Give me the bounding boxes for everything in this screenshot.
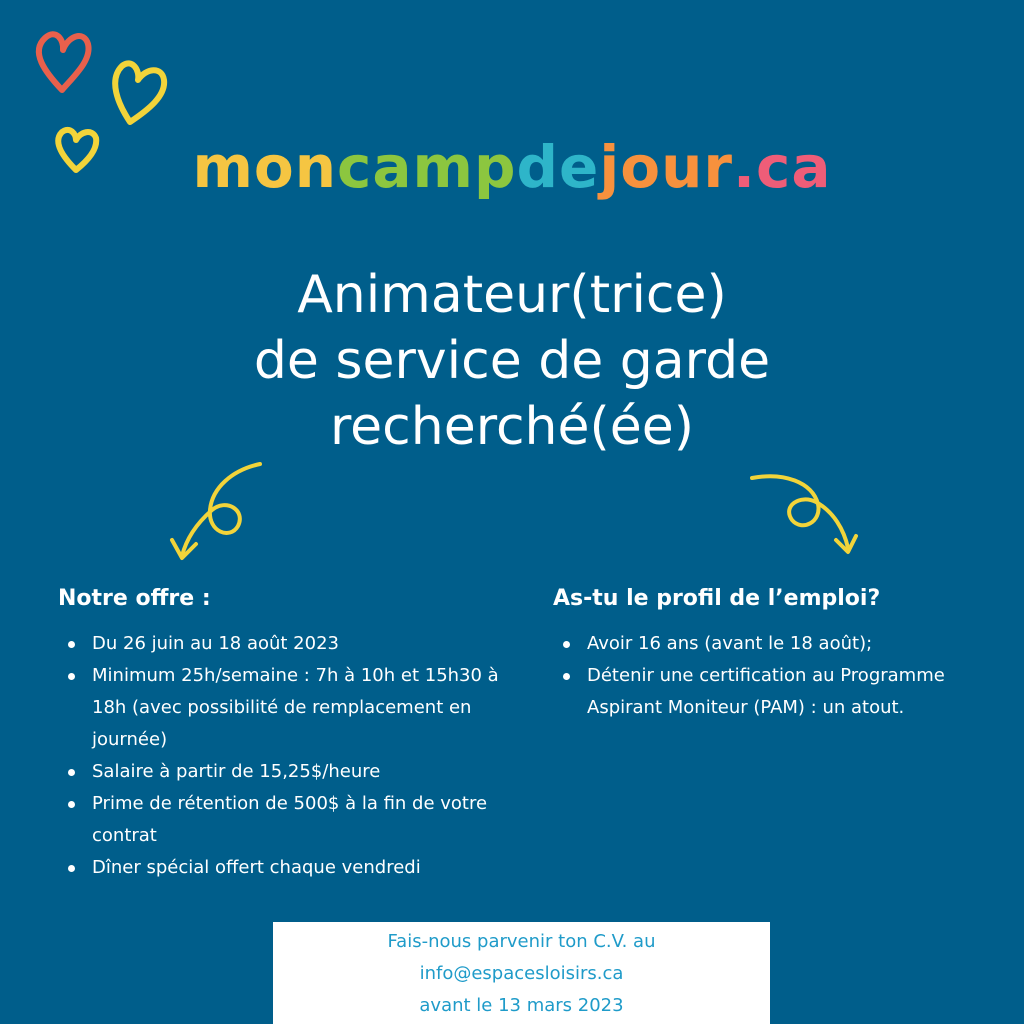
list-item: Détenir une certification au Programme Aspirant Moniteur (PAM) : un atout. <box>587 660 993 724</box>
offer-list <box>58 628 518 884</box>
list-item: Prime de rétention de 500$ à la fin de votre contrat <box>92 788 518 852</box>
list-item: Salaire à partir de 15,25$/heure <box>92 756 518 788</box>
application-box <box>273 922 770 1024</box>
offer-heading: Notre offre : <box>58 586 211 611</box>
profile-section <box>553 584 993 724</box>
heart-icon <box>115 63 164 122</box>
offer-section <box>58 584 518 884</box>
cta-deadline: avant le 13 mars 2023 <box>419 995 624 1016</box>
curly-arrow-left-icon <box>172 464 260 558</box>
cta-email[interactable]: info@espacesloisirs.ca <box>419 963 624 984</box>
job-title <box>0 262 1024 460</box>
title-line-2: de service de garde <box>253 331 771 391</box>
logo-part-de: de <box>516 133 600 201</box>
logo-part-mon: mon <box>192 133 338 201</box>
curly-arrow-right-icon <box>752 476 856 552</box>
title-line-3: recherché(ée) <box>329 397 695 457</box>
cta-line-1: Fais-nous parvenir ton C.V. au <box>387 931 656 952</box>
title-line-1: Animateur(trice) <box>297 265 727 325</box>
heart-icon <box>39 34 89 90</box>
profile-list <box>553 628 993 724</box>
list-item: Du 26 juin au 18 août 2023 <box>92 628 518 660</box>
logo-part-ca: .ca <box>732 133 832 201</box>
logo-part-jour: jour <box>599 133 733 201</box>
brand-logo <box>0 132 1024 202</box>
list-item: Avoir 16 ans (avant le 18 août); <box>587 628 993 660</box>
list-item: Dîner spécial offert chaque vendredi <box>92 852 518 884</box>
list-item: Minimum 25h/semaine : 7h à 10h et 15h30 à 18h (avec possibilité de remplacement en journée) <box>92 660 518 756</box>
logo-part-camp: camp <box>337 133 517 201</box>
profile-heading: As-tu le profil de l’emploi? <box>553 586 881 611</box>
